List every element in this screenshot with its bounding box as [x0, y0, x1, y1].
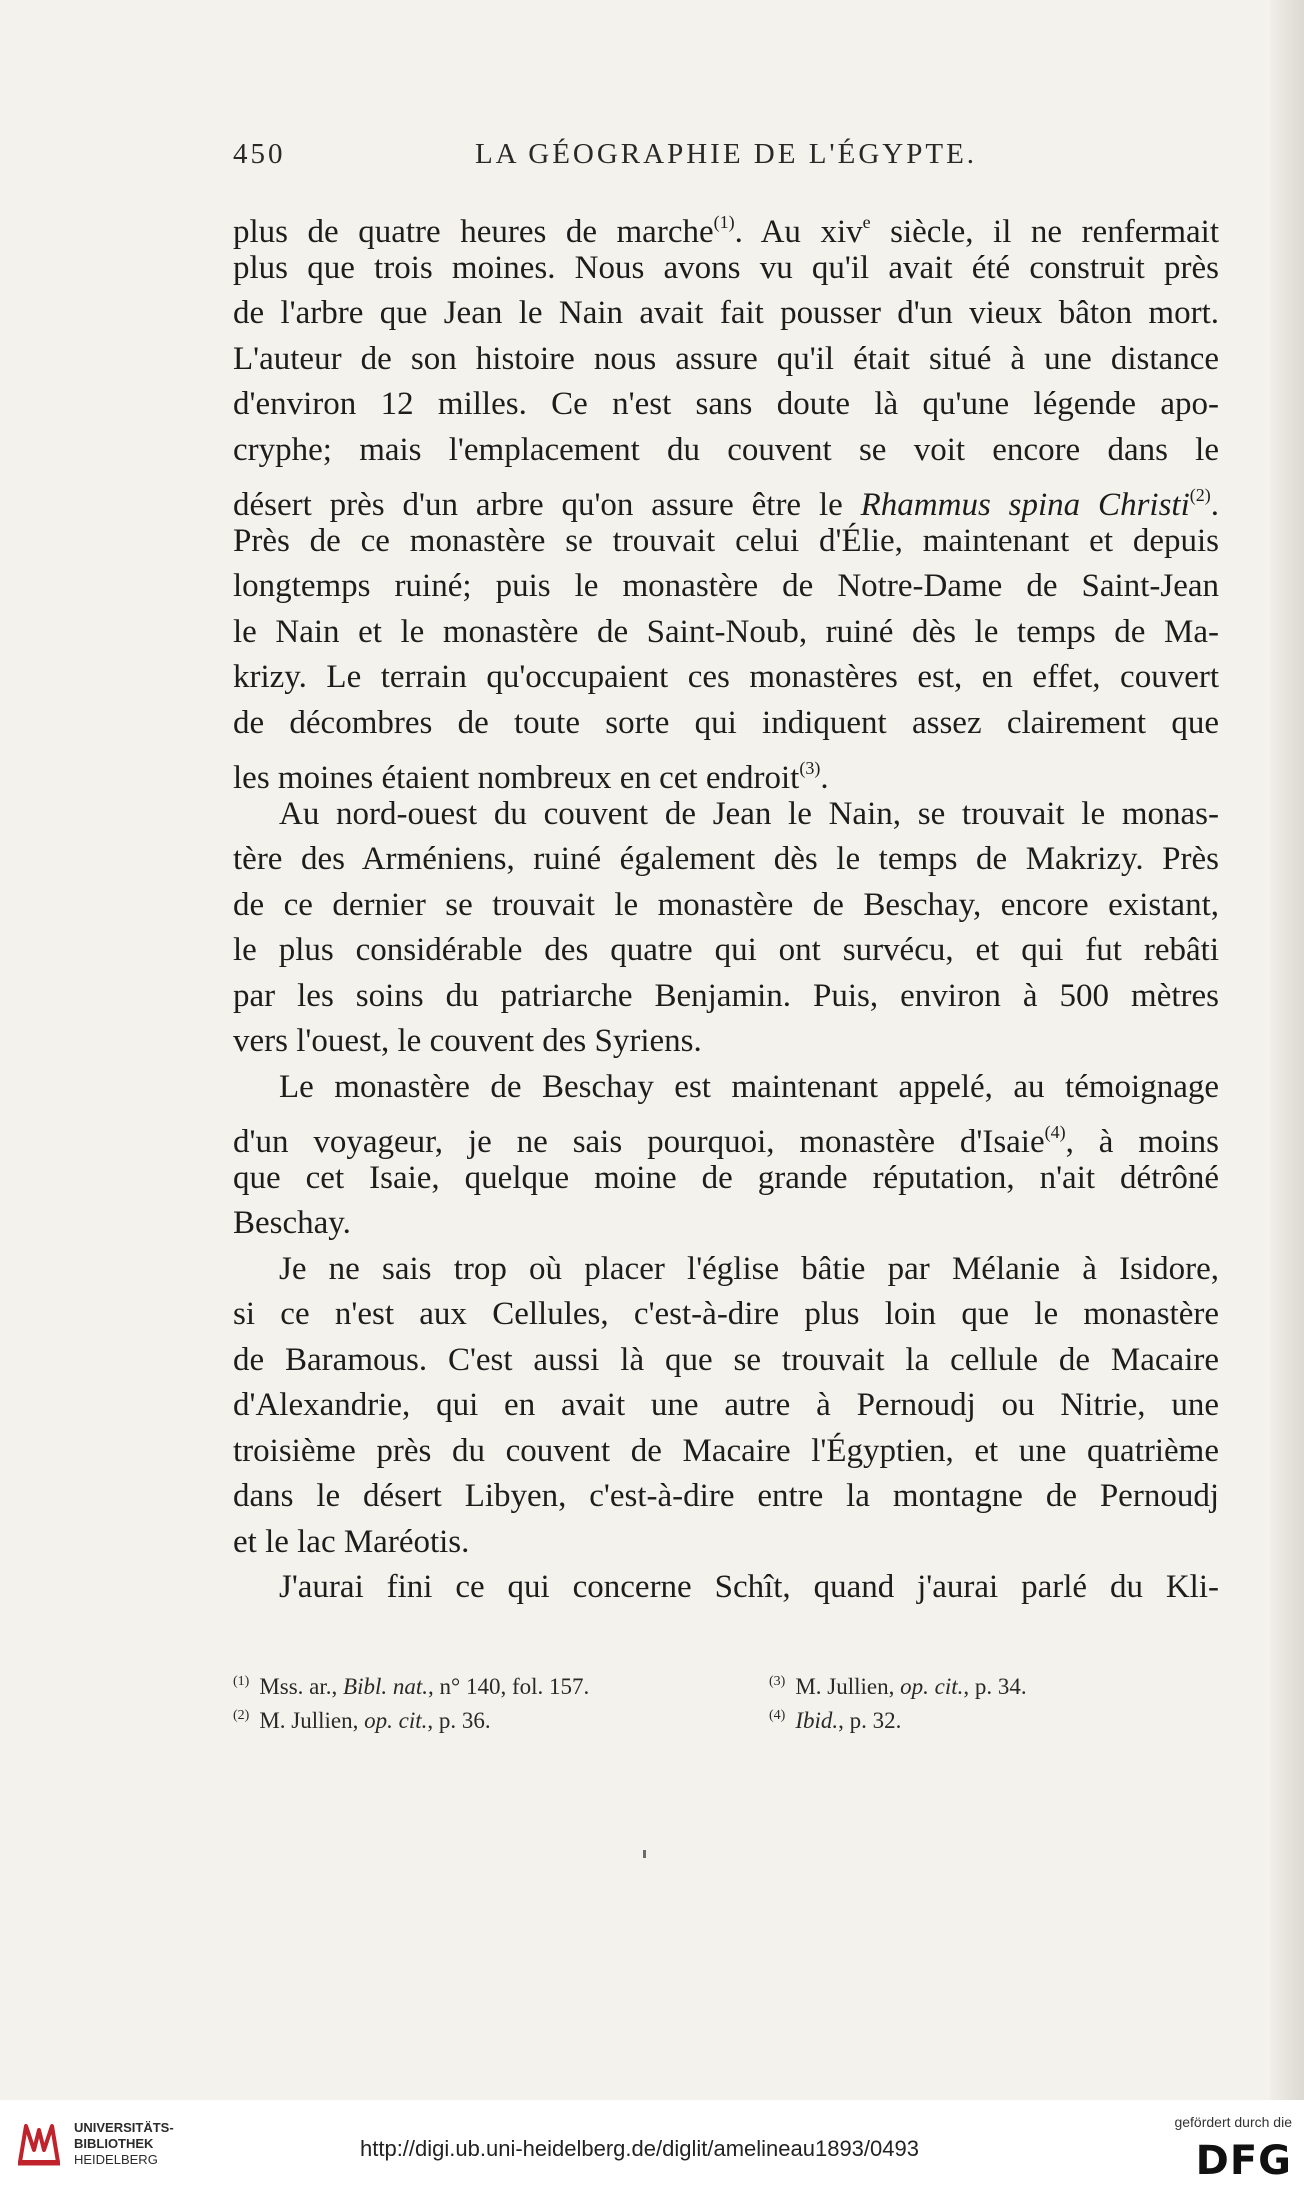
- footnote-ref: (1): [713, 212, 735, 232]
- body-text: [233, 200, 1219, 1611]
- text-span: Mss. ar.,: [259, 1674, 344, 1699]
- text-line: Beschay.: [233, 1205, 351, 1241]
- running-head: [233, 138, 1219, 178]
- text-line: d'environ 12 milles. Ce n'est sans doute là qu'une légende apo-: [233, 386, 1219, 422]
- text-line: Au nord-ouest du couvent de Jean le Nain, se trouvait le monas-: [279, 795, 1219, 832]
- text-line: si ce n'est aux Cellules, c'est-à-dire plus loin que le monastère: [233, 1296, 1219, 1332]
- text-span: , p. 34.: [963, 1674, 1027, 1699]
- text-line: dans le désert Libyen, c'est-à-dire entre la montagne de Pernoudj: [233, 1478, 1219, 1514]
- text-span: désert près d'un arbre qu'on assure être le: [233, 487, 861, 523]
- text-line: plus que trois moines. Nous avons vu qu'il avait été construit près: [233, 249, 1219, 286]
- footnote-ref: (3): [799, 758, 821, 778]
- italic-text: Ibid.: [795, 1708, 839, 1733]
- dfg-logo: DFG: [1195, 2138, 1292, 2184]
- footnote-ref: (4): [1044, 1122, 1066, 1142]
- text-span: siècle, il ne renfermait: [870, 214, 1219, 250]
- text-span: , à moins: [1065, 1124, 1219, 1160]
- text-line: [233, 1110, 1219, 1160]
- text-span: d'un voyageur, je ne sais pourquoi, monastère d'Isaie: [233, 1124, 1045, 1160]
- text-span: , p. 36.: [427, 1708, 491, 1733]
- footnote: [769, 1699, 1219, 1733]
- italic-text: op. cit.: [900, 1674, 964, 1699]
- running-title: LA GÉOGRAPHIE DE L'ÉGYPTE.: [474, 138, 978, 170]
- text-line: krizy. Le terrain qu'occupaient ces monastères est, en effet, couvert: [233, 659, 1219, 695]
- institution-name: [74, 2120, 174, 2168]
- text-line: de ce dernier se trouvait le monastère de Beschay, encore existant,: [233, 886, 1219, 923]
- text-span: , p. 32.: [838, 1708, 902, 1733]
- text-line: Je ne sais trop où placer l'église bâtie par Mélanie à Isidore,: [279, 1250, 1219, 1287]
- footnotes-left-column: [233, 1665, 733, 1733]
- footnote-number: (2): [233, 1708, 250, 1723]
- footnotes-right-column: [769, 1665, 1219, 1733]
- superscript: e: [862, 212, 871, 232]
- page-edge-shadow: [1270, 0, 1304, 2100]
- text-line: [233, 200, 1219, 250]
- funding-note: gefördert durch die: [1174, 2114, 1292, 2130]
- text-span: plus de quatre heures de marche: [233, 214, 714, 250]
- italic-text: op. cit.: [364, 1708, 428, 1733]
- text-line: longtemps ruiné; puis le monastère de Notre-Dame de Saint-Jean: [233, 568, 1219, 604]
- text-line: par les soins du patriarche Benjamin. Puis, environ à 500 mètres: [233, 977, 1219, 1014]
- text-line: [233, 746, 1219, 796]
- footnote-number: (4): [769, 1708, 786, 1723]
- text-span: les moines étaient nombreux en cet endroit: [233, 760, 800, 796]
- text-line: et le lac Maréotis.: [233, 1523, 470, 1560]
- text-line: Le monastère de Beschay est maintenant appelé, au témoignage: [279, 1068, 1219, 1105]
- footnote-number: (3): [769, 1674, 786, 1689]
- text-line: tère des Arméniens, ruiné également dès le temps de Makrizy. Près: [233, 841, 1219, 877]
- institution-line: HEIDELBERG: [74, 2152, 158, 2167]
- text-line: L'auteur de son histoire nous assure qu'il était situé à une distance: [233, 340, 1219, 377]
- text-line: de l'arbre que Jean le Nain avait fait pousser d'un vieux bâton mort.: [233, 295, 1219, 331]
- text-line: de Baramous. C'est aussi là que se trouvait la cellule de Macaire: [233, 1341, 1219, 1378]
- text-line: [233, 473, 1220, 523]
- institution-line: UNIVERSITÄTS-: [74, 2120, 174, 2135]
- library-footer: [0, 2100, 1304, 2192]
- text-line: le Nain et le monastère de Saint-Noub, ruiné dès le temps de Ma-: [233, 613, 1219, 650]
- university-seal-icon: [12, 2116, 66, 2170]
- italic-text: Rhammus spina Christi: [860, 487, 1190, 523]
- footnote: [233, 1665, 733, 1699]
- text-line: vers l'ouest, le couvent des Syriens.: [233, 1023, 702, 1059]
- footnote-number: (1): [233, 1674, 250, 1689]
- text-line: troisième près du couvent de Macaire l'Égyptien, et une quatrième: [233, 1432, 1219, 1469]
- text-line: que cet Isaie, quelque moine de grande réputation, n'ait détrôné: [233, 1159, 1219, 1196]
- institution-line: BIBLIOTHEK: [74, 2136, 154, 2151]
- text-span: .: [820, 760, 829, 796]
- text-line: d'Alexandrie, qui en avait une autre à Pernoudj ou Nitrie, une: [233, 1387, 1219, 1423]
- text-span: , n° 140, fol. 157.: [428, 1674, 590, 1699]
- source-url-link[interactable]: http://digi.ub.uni-heidelberg.de/diglit/amelineau1893/0493: [360, 2136, 919, 2161]
- text-line: J'aurai fini ce qui concerne Schît, quand j'aurai parlé du Kli-: [279, 1569, 1219, 1605]
- text-span: M. Jullien,: [259, 1708, 365, 1733]
- print-speck: [643, 1850, 646, 1858]
- italic-text: Bibl. nat.: [343, 1674, 429, 1699]
- footnote-ref: (2): [1189, 485, 1211, 505]
- text-span: . Au xiv: [734, 214, 863, 250]
- text-span: M. Jullien,: [795, 1674, 901, 1699]
- text-line: le plus considérable des quatre qui ont survécu, et qui fut rebâti: [233, 932, 1219, 968]
- text-line: cryphe; mais l'emplacement du couvent se voit encore dans le: [233, 431, 1219, 468]
- footnote: [233, 1699, 733, 1733]
- text-line: Près de ce monastère se trouvait celui d'Élie, maintenant et depuis: [233, 522, 1219, 559]
- page-number: 450: [233, 138, 286, 170]
- text-line: de décombres de toute sorte qui indiquent assez clairement que: [233, 704, 1219, 741]
- text-span: .: [1210, 487, 1220, 523]
- footnote: [769, 1665, 1219, 1699]
